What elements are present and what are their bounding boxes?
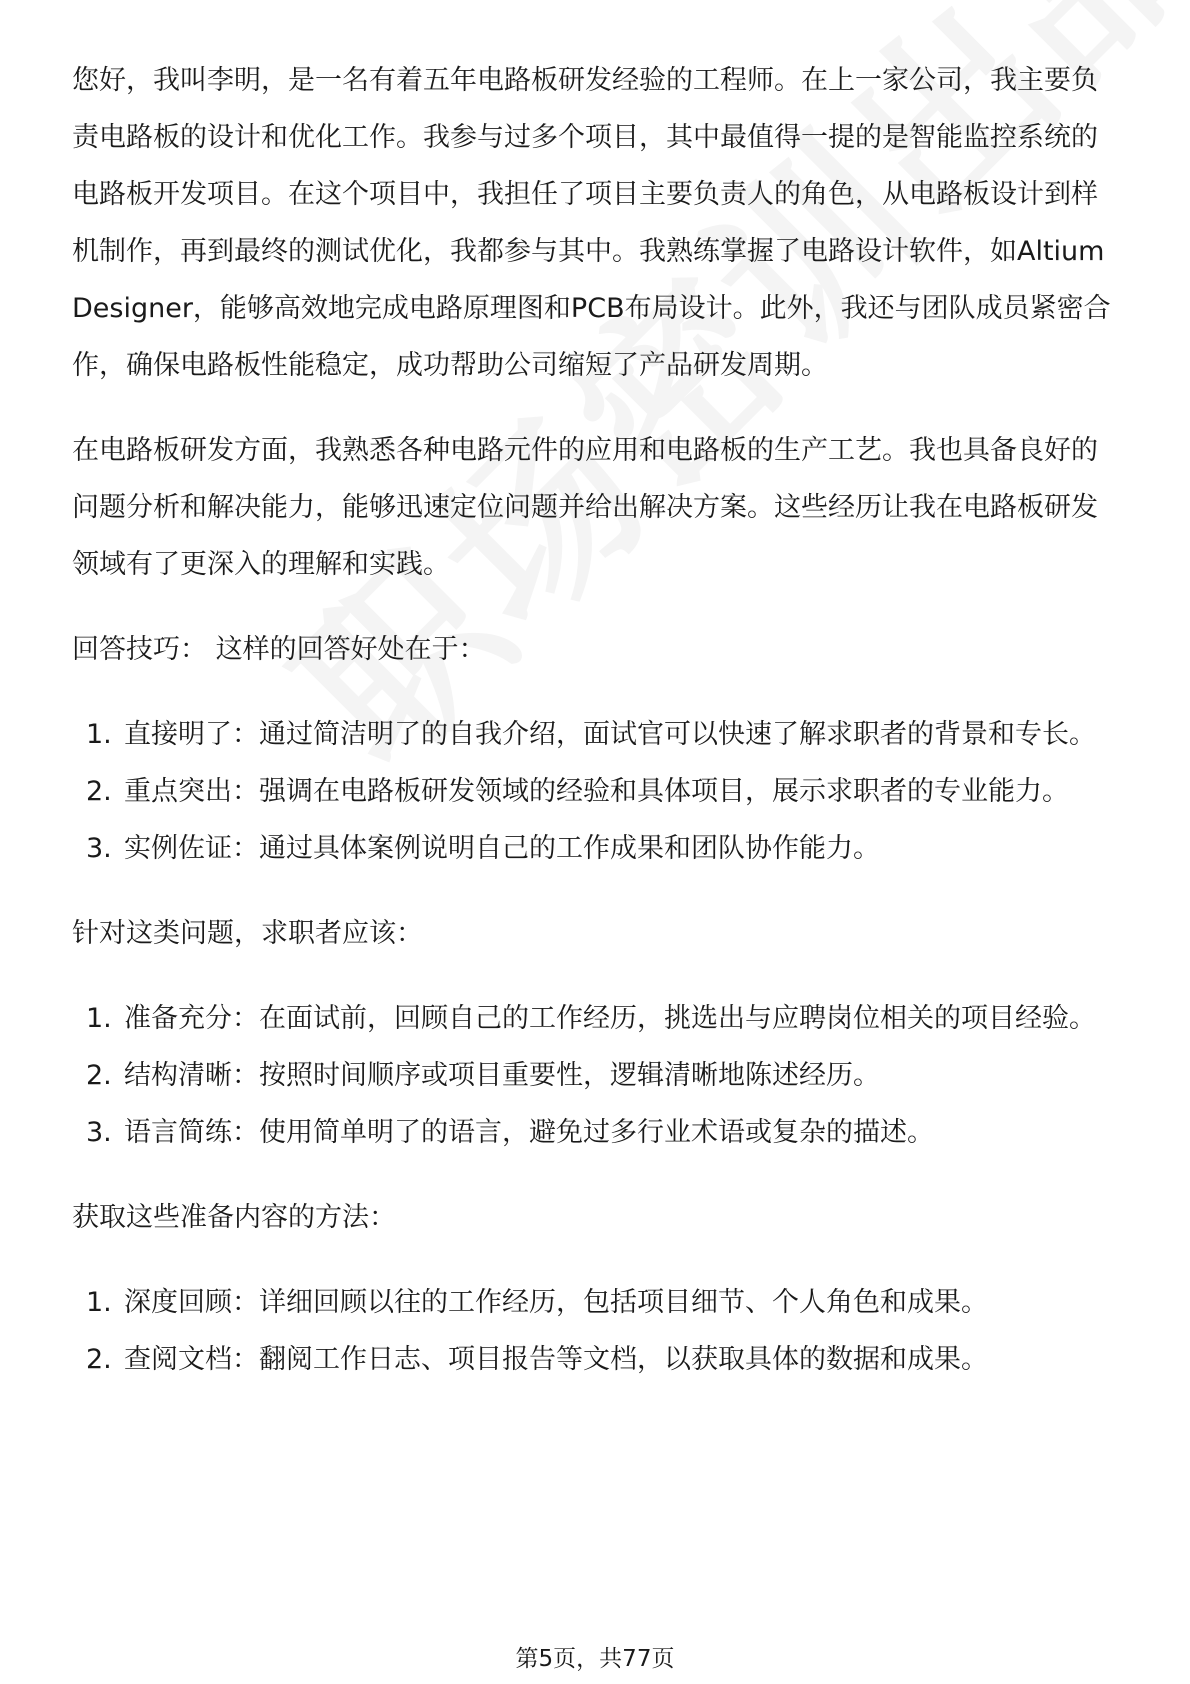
list-text: 查阅文档：翻阅工作日志、项目报告等文档，以获取具体的数据和成果。 [124,1344,988,1375]
intro-paragraph-2: 在电路板研发方面，我熟悉各种电路元件的应用和电路板的生产工艺。我也具备良好的问题分析和解决能力，能够迅速定位问题并给出解决方案。这些经历让我在电路板研发领域有了更深入的理解和实践。 [72,435,1098,580]
methods-heading: 获取这些准备内容的方法： [72,1202,396,1233]
list-text: 实例佐证：通过具体案例说明自己的工作成果和团队协作能力。 [124,833,880,864]
list-text: 重点突出：强调在电路板研发领域的经验和具体项目，展示求职者的专业能力。 [124,776,1069,807]
list-text: 语言简练：使用简单明了的语言，避免过多行业术语或复杂的描述。 [124,1117,934,1148]
list-text: 准备充分：在面试前，回顾自己的工作经历，挑选出与应聘岗位相关的项目经验。 [124,1003,1096,1034]
list-item [72,1331,1120,1388]
list-text: 深度回顾：详细回顾以往的工作经历，包括项目细节、个人角色和成果。 [124,1287,988,1318]
list-number: 1. [86,719,112,750]
methods-list [72,1274,1120,1388]
page-number-footer: 第5页，共77页 [515,1646,675,1672]
list-number: 1. [86,1003,112,1034]
list-number: 2. [86,1344,112,1375]
list-item [72,706,1120,763]
list-number: 3. [86,833,112,864]
list-item [72,1047,1120,1104]
should-heading: 针对这类问题，求职者应该： [72,918,423,949]
tips-list [72,706,1120,877]
tips-heading: 回答技巧： 这样的回答好处在于： [72,634,486,665]
list-text: 直接明了：通过简洁明了的自我介绍，面试官可以快速了解求职者的背景和专长。 [124,719,1096,750]
list-number: 3. [86,1117,112,1148]
list-item [72,1104,1120,1161]
intro-paragraph-1: 您好，我叫李明，是一名有着五年电路板研发经验的工程师。在上一家公司，我主要负责电路板的设计和优化工作。我参与过多个项目，其中最值得一提的是智能监控系统的电路板开发项目。在这个项目中，我担任了项目主要负责人的角色，从电路板设计到样机制作，再到最终的测试优化，我都参与其中。我熟练掌握了电路设计软件，如Altium Designer，能够高效地完成电路原理图和PCB布局设计。此外，我还与团队成员紧密合作，确保电路板性能稳定，成功帮助公司缩短了产品研发周期。 [72,65,1111,381]
list-number: 1. [86,1287,112,1318]
list-item [72,990,1120,1047]
list-number: 2. [86,776,112,807]
list-item [72,1274,1120,1331]
list-number: 2. [86,1060,112,1091]
list-item [72,763,1120,820]
should-list [72,990,1120,1161]
document-body [72,52,1120,1416]
list-item [72,820,1120,877]
list-text: 结构清晰：按照时间顺序或项目重要性，逻辑清晰地陈述经历。 [124,1060,880,1091]
